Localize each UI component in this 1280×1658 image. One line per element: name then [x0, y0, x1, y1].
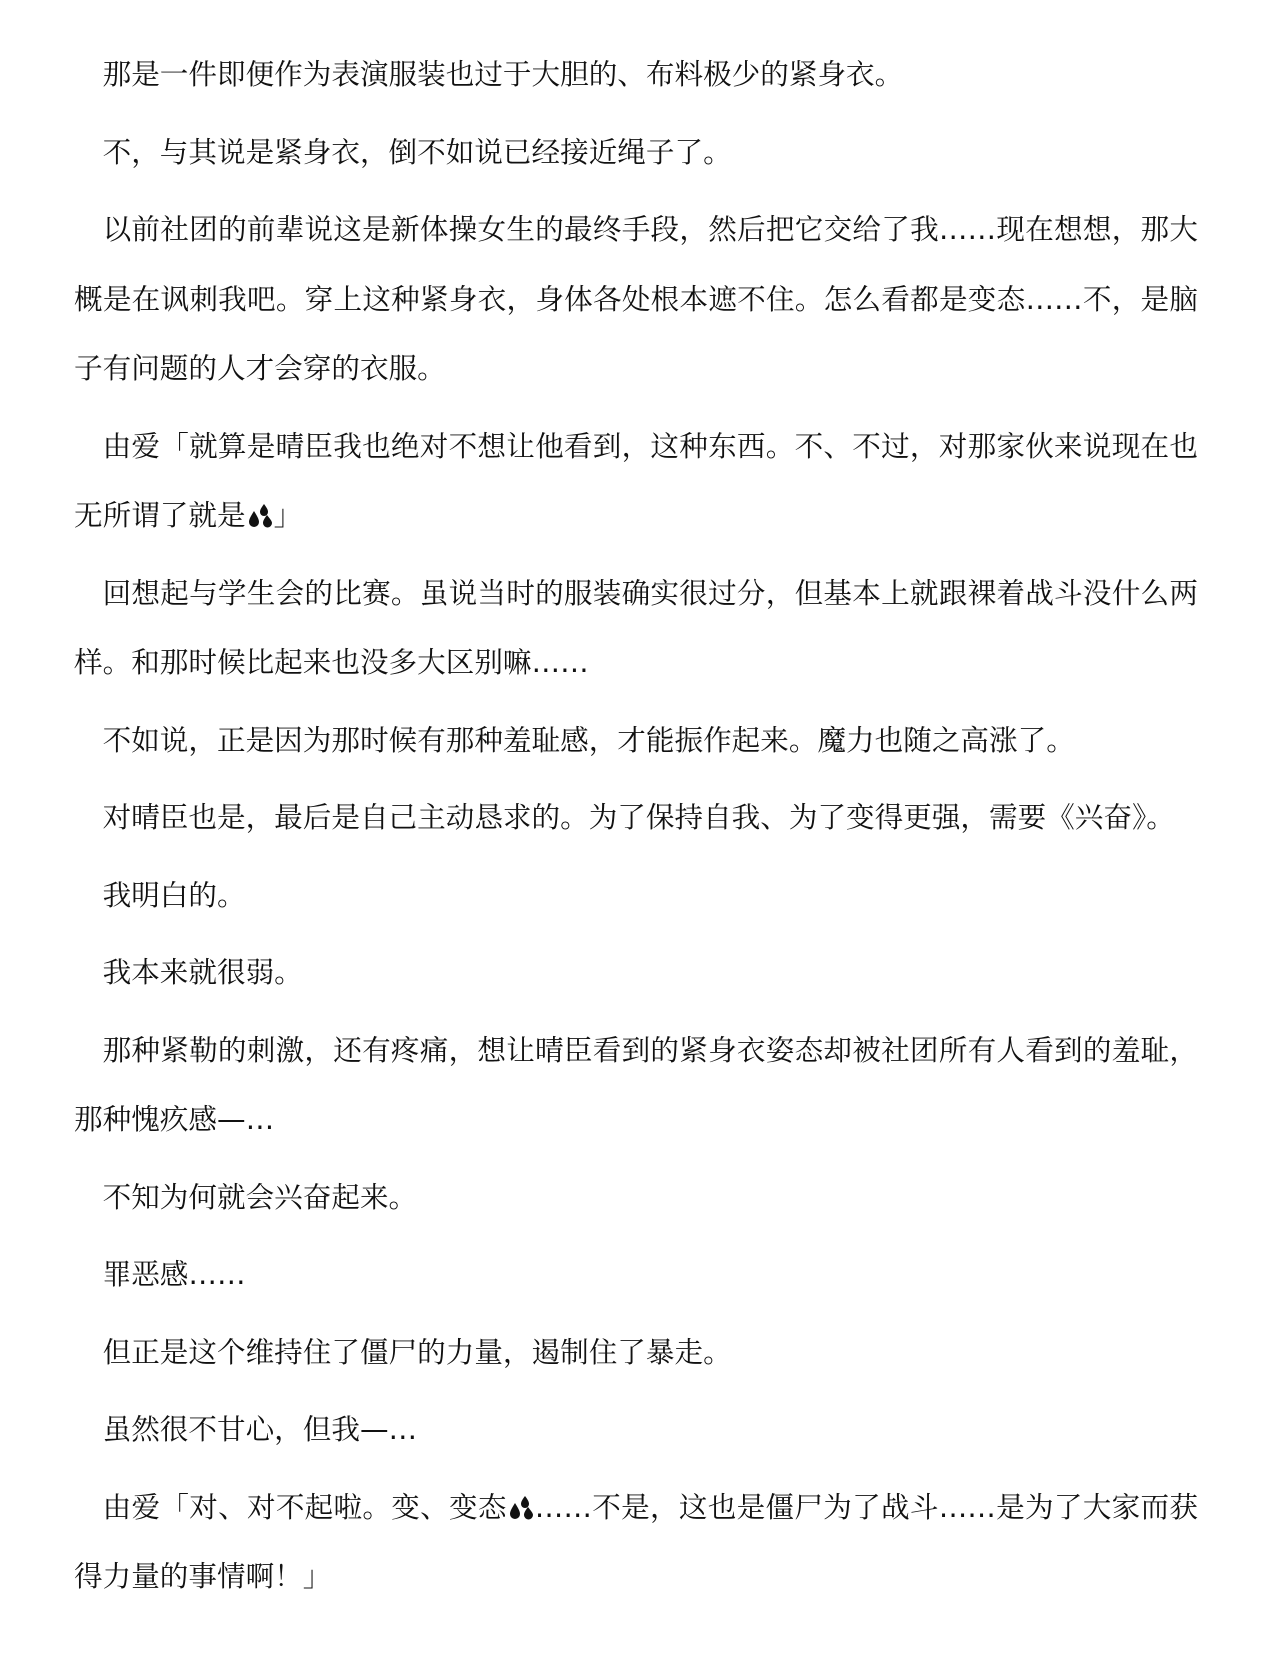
- paragraph: 虽然很不甘心，但我—…: [102, 1412, 418, 1446]
- sweat-droplets-icon: [507, 1493, 535, 1521]
- paragraph-text: 由爱「就算是晴臣我也绝对不想让他看到，这种东西。不、不过，对那家伙来说现在也无所谓了就是: [74, 428, 1198, 532]
- paragraph: 罪恶感……: [102, 1257, 246, 1291]
- paragraph-text: ……不是，这也是僵尸为了战斗……是为了大家而获得力量的事情啊！」: [74, 1489, 1198, 1593]
- paragraph: 回想起与学生会的比赛。虽说当时的服装确实很过分，但基本上就跟裸着战斗没什么两样。和那时候比起来也没多大区别嘛……: [74, 575, 1198, 679]
- paragraph: 不如说，正是因为那时候有那种羞耻感，才能振作起来。魔力也随之高涨了。: [102, 722, 1075, 757]
- paragraph: 但正是这个维持住了僵尸的力量，遏制住了暴走。: [102, 1334, 732, 1369]
- paragraph: [74, 1473, 1198, 1612]
- paragraph: 我本来就很弱。: [102, 955, 303, 989]
- sweat-droplets-icon: [246, 501, 274, 529]
- paragraph: 不知为何就会兴奋起来。: [102, 1179, 418, 1214]
- paragraph: 那种紧勒的刺激，还有疼痛，想让晴臣看到的紧身衣姿态却被社团所有人看到的羞耻，那种愧疚感—…: [74, 1032, 1198, 1136]
- paragraph: [74, 412, 1198, 551]
- paragraph: 我明白的。: [102, 877, 246, 912]
- paragraph: 对晴臣也是，最后是自己主动恳求的。为了保持自我、为了变得更强，需要《兴奋》。: [102, 800, 1175, 834]
- paragraph-text: 由爱「对、对不起啦。变、变态: [102, 1489, 507, 1524]
- paragraph: 不，与其说是紧身衣，倒不如说已经接近绳子了。: [102, 134, 732, 169]
- paragraph-text: 」: [273, 498, 303, 532]
- paragraph: 以前社团的前辈说这是新体操女生的最终手段，然后把它交给了我……现在想想，那大概是在讽刺我吧。穿上这种紧身衣，身体各处根本遮不住。怎么看都是变态……不，是脑子有问题的人才会穿的衣服。: [74, 212, 1198, 385]
- paragraph: 那是一件即便作为表演服装也过于大胆的、布料极少的紧身衣。: [102, 57, 904, 91]
